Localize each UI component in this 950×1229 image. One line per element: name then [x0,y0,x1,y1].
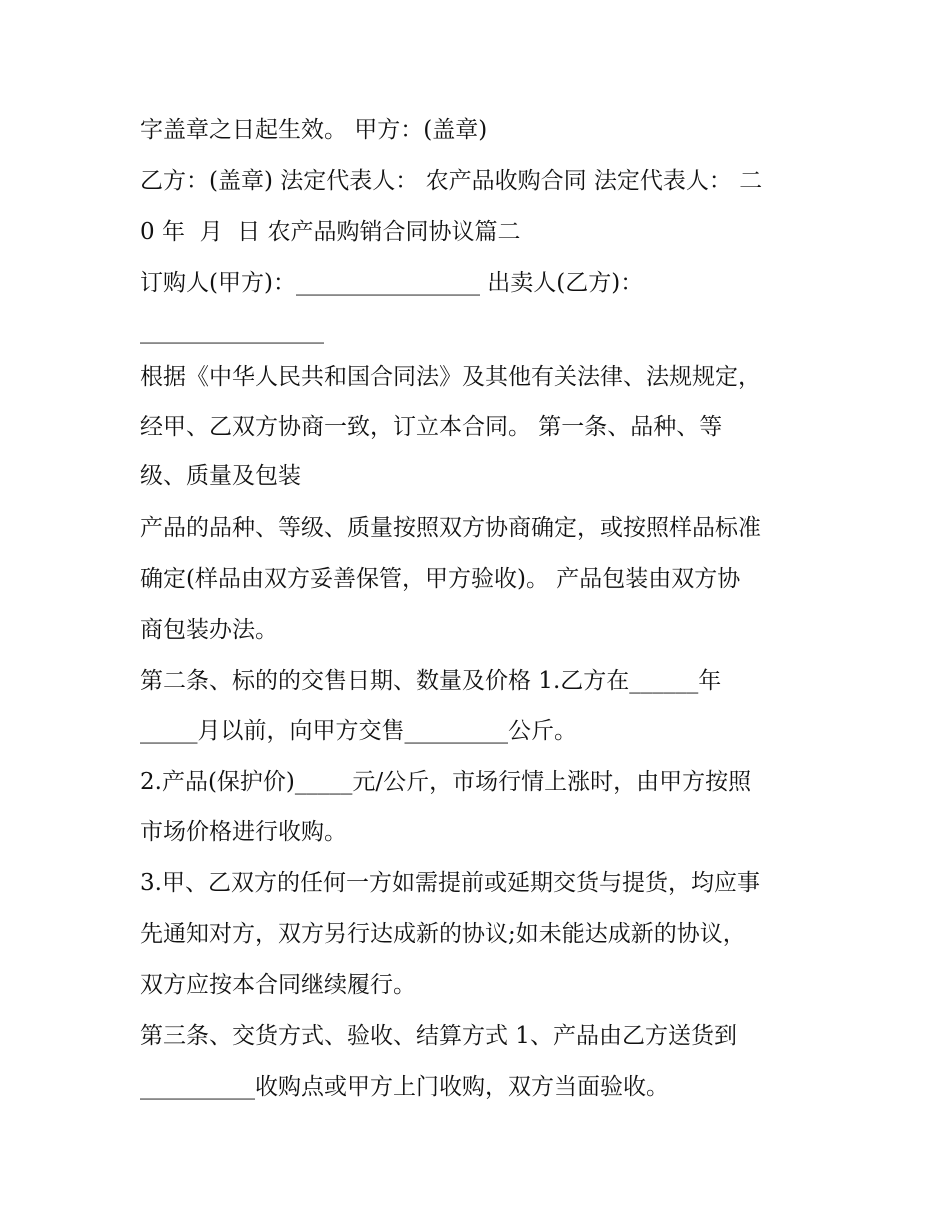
text-line: 经甲、乙双方协商一致，订立本合同。 第一条、品种、等 [140,414,723,440]
text-line: 2.产品(保护价)_____元/公斤，市场行情上涨时，由甲方按照 [140,769,752,795]
text-line: __________收购点或甲方上门收购，双方当面验收。 [140,1074,669,1100]
text-line: 确定(样品由双方妥善保管，甲方验收)。 产品包装由双方协 [140,566,741,592]
text-line: 市场价格进行收购。 [140,819,347,845]
text-line: 产品的品种、等级、质量按照双方协商确定，或按照样品标准 [140,515,761,541]
text-line: 订购人(甲方)：________________ 出卖人(乙方)： [140,270,644,296]
text-line: 根据《中华人民共和国合同法》及其他有关法律、法规规定， [140,364,761,390]
text-line: 第二条、标的的交售日期、数量及价格 1.乙方在______年 [140,668,722,694]
text-line: 第三条、交货方式、验收、结算方式 1、产品由乙方送货到 [140,1023,737,1049]
text-line: 先通知对方，双方另行达成新的协议;如未能达成新的协议， [140,921,746,947]
text-line: ________________ [140,318,324,344]
text-line: 商包装办法。 [140,617,278,643]
text-line: _____月以前，向甲方交售_________公斤。 [140,718,577,744]
text-line: 3.甲、乙双方的任何一方如需提前或延期交货与提货，均应事 [140,870,760,896]
text-line: 双方应按本合同继续履行。 [140,972,416,998]
text-line: 级、质量及包装 [140,463,301,489]
text-line: 字盖章之日起生效。 甲方：(盖章) [140,117,488,143]
text-line: 乙方：(盖章) 法定代表人： 农产品收购合同 法定代表人： 二 [140,168,763,194]
text-line: 0 年 月 日 农产品购销合同协议篇二 [140,219,521,245]
